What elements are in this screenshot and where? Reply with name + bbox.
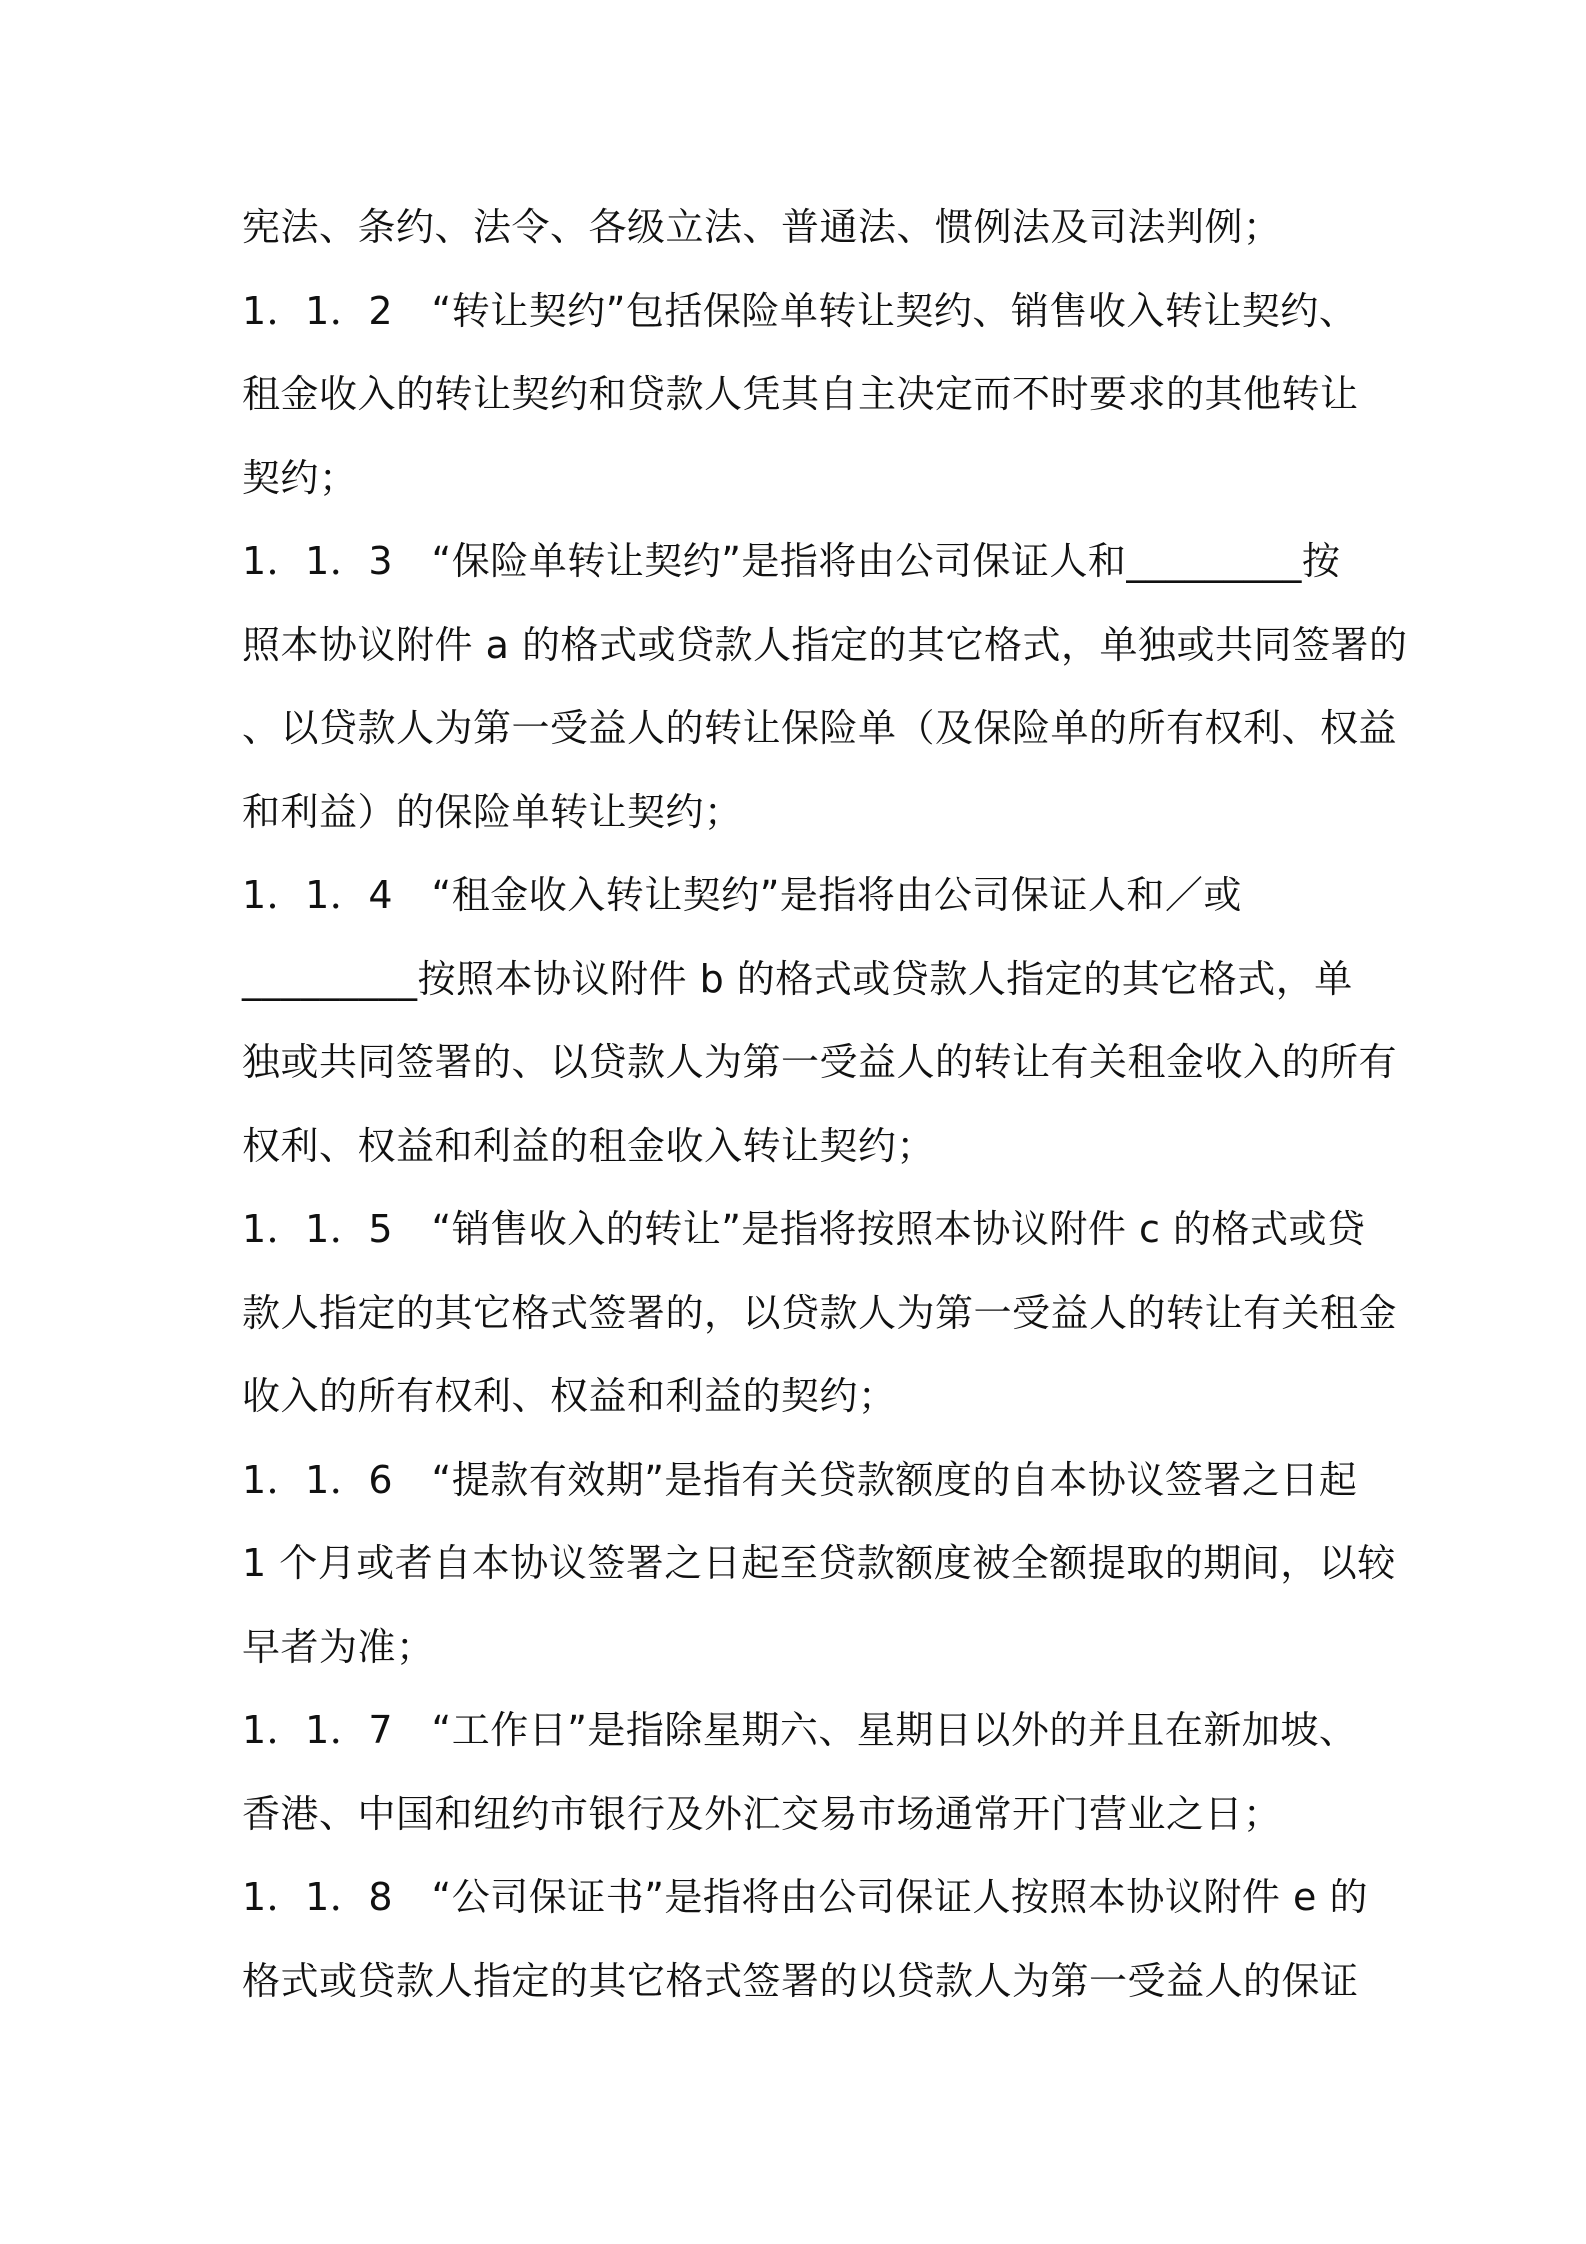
- text-line: 照本协议附件 a 的格式或贷款人指定的其它格式，单独或共同签署的: [242, 622, 1408, 667]
- text-line: 收入的所有权利、权益和利益的契约；: [242, 1374, 897, 1418]
- text-line: 宪法、条约、法令、各级立法、普通法、惯例法及司法判例；: [242, 205, 1282, 249]
- text-line: 香港、中国和纽约市银行及外汇交易市场通常开门营业之日；: [242, 1791, 1282, 1836]
- text-line: 1．1．2 “转让契约”包括保险单转让契约、销售收入转让契约、: [242, 288, 1358, 333]
- text-line: 独或共同签署的、以贷款人为第一受益人的转让有关租金收入的所有: [242, 1040, 1398, 1084]
- text-line: 1．1．7 “工作日”是指除星期六、星期日以外的并且在新加坡、: [242, 1708, 1358, 1752]
- text-line: 1．1．6 “提款有效期”是指有关贷款额度的自本协议签署之日起: [242, 1457, 1358, 1502]
- text-line: 格式或贷款人指定的其它格式签署的以贷款人为第一受益人的保证: [242, 1958, 1359, 2003]
- text-line: 1．1．8 “公司保证书”是指将由公司保证人按照本协议附件 e 的: [242, 1875, 1368, 1919]
- text-line: 租金收入的转让契约和贷款人凭其自主决定而不时要求的其他转让: [242, 372, 1359, 416]
- text-line: 1．1．3 “保险单转让契约”是指将由公司保证人和_________按: [242, 539, 1341, 583]
- contract-clauses: [242, 186, 1408, 2023]
- text-line: _________按照本协议附件 b 的格式或贷款人指定的其它格式，单: [242, 956, 1353, 1001]
- text-line: 和利益）的保险单转让契约；: [242, 789, 743, 834]
- text-line: 契约；: [242, 455, 358, 500]
- text-line: 1．1．5 “销售收入的转让”是指将按照本协议附件 c 的格式或贷: [242, 1207, 1366, 1251]
- text-line: 、以贷款人为第一受益人的转让保险单（及保险单的所有权利、权益: [242, 706, 1398, 750]
- text-line: 1 个月或者自本协议签署之日起至贷款额度被全额提取的期间，以较: [242, 1541, 1396, 1585]
- text-line: 权利、权益和利益的租金收入转让契约；: [242, 1123, 936, 1168]
- text-line: 1．1．4 “租金收入转让契约”是指将由公司保证人和／或: [242, 873, 1242, 917]
- text-line: 早者为准；: [242, 1624, 435, 1669]
- text-line: 款人指定的其它格式签署的，以贷款人为第一受益人的转让有关租金: [242, 1290, 1398, 1335]
